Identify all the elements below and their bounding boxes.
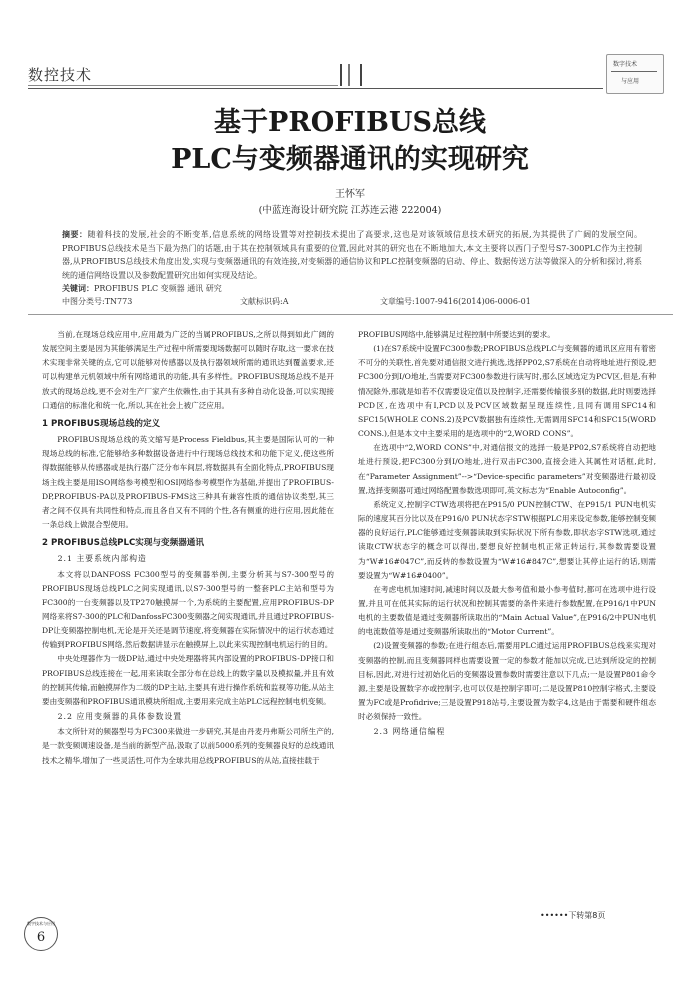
section-title: 数控技术 <box>28 66 93 84</box>
subsection-heading: 2.1 主要系统内部构造 <box>57 554 147 564</box>
continued-note: ••••••下转第8页 <box>540 911 606 920</box>
subsection-heading: 2.2 应用变频器的具体参数设置 <box>57 712 183 722</box>
body-column-right <box>358 328 656 741</box>
header-rule-upper <box>28 85 338 86</box>
keywords-label: 关键词： <box>62 284 94 293</box>
page-number-badge <box>24 917 58 951</box>
subsection-heading: 2.3 网络通信编程 <box>373 727 446 737</box>
logo-line2: 与应用 <box>621 78 640 85</box>
clc-number: 中图分类号:TN773 <box>62 297 133 306</box>
author: 王怀军 <box>335 189 365 200</box>
logo-line1: 数字技术 <box>613 61 638 68</box>
paragraph: 本文将以DANFOSS FC300型号的变频器举例,主要分析其与S7-300型号的PROFIBUS现场总线PLC之间实现通讯,以S7-300型号的一整套PLC主站和型号为FC300的一台变频器以及TP270触摸屏一个,为系统的主要配置,应用PROFIBUS-DP网络来将S7-300的PLC和DanfossFC300变频器之间实现通讯,并且通过PROFIBUS-DP让变频器控制电机,无论是开关还是调节速度,将变频器在实际情况中的运行状态通过传输到PROFIBUS网络,然后数据讲显示在触摸屏上,以此来实现控制电机运行的目的。 <box>42 569 334 650</box>
paragraph: (1)在S7系统中设置FC300参数;PROFIBUS总线PLC与变频器的通讯区应用有着密不可分的关联性,首先要对通信报文进行挑选,选择PP02,S7系统在自动将地址进行预设,把FC300分到I/O地址,当需要对FC300参数进行读写时,那么区域选定为PCV区,但是,有种情况除外,那就是如若不仅需要设定值以及控制字,还需要传输很多别的数据,此时则要选择PCD区,在选项中有I,PCD以及PCV区域数据呈现连续性,且同有调用SFC14和SFC15(WHOLE CONS.2)及PCV数据独有连续性,无需调用SFC14和SFC15(WORD CONS.),但是本文中主要采用的是选项中的“2,WORD CONS”。 <box>358 344 656 439</box>
journal-logo <box>606 54 664 94</box>
paragraph: (2)设置变频器的参数;在进行组态后,需要用PLC通过运用PROFIBUS总线来实现对变频器的控制,而且变频器同样也需要设置一定的参数才能加以完成,已达到所设定的控制目标,因此,对进行过初始化后的变频器设置参数时需要注意以下几点;一是设置P801命令源,主要是设置数字亦或控制字,也可以仅是控制字即可;二是设置P810控制字格式,主要设置为FC或是Profidrive;三是设置P918站号,主要设置为数字4,这是由于需要和硬件组态时必须保持一致性。 <box>358 641 656 722</box>
abstract-text: 随着科技的发展,社会的不断变革,信息系统的网络设置等对控制技术提出了高要求,这也是对该领域信息技术研究的拓展,为其提供了广阔的发展空间。PROFIBUS总线技术是当下最为热门的话题,由于其在控制领域具有重要的位置,因此对其的研究也在不断地加大,本文主要将以西门子型号S7-300PLC作为主控制器,从PROFIBUS总线技术角度出发,实现与变频器通讯的有效连接,对变频器的通信协议和PLC控制变频器的启动、停止、数据传送方法等做深入的分析和探讨,将系统的通信网络设置以及参数配置研究出如何实现及结论。 <box>62 230 642 280</box>
paragraph: 当前,在现场总线应用中,应用最为广泛的当属PROFIBUS,之所以得到如此广阔的发展空间主要是因为其能够满足生产过程中所需要现场数据可以随时存取,这一要求在技术实现非常关键的点,它可以能够对传感器以及执行器领域所需的通讯达到覆盖要求,还可以构建单元机领域中所有网络通讯的功能,具有多样性。PROFIBUS现场总线不是开放式的现场总线,更不会对生产厂家产生依赖性,由于其具有多种自动化设备,可以实现接口通信的标准化和统一化,所以,其在社会上被广泛应用。 <box>42 330 334 410</box>
paragraph: PROFIBUS网络中,能够满足过程控制中所要达到的要求。 <box>358 330 555 339</box>
affiliation: (中蓝连海设计研究院 江苏连云港 222004) <box>258 205 442 216</box>
article-title-line2: PLC与变频器通讯的实现研究 <box>171 144 529 175</box>
section-heading: 1 PROFIBUS现场总线的定义 <box>42 418 161 429</box>
page-header <box>0 38 700 88</box>
keywords <box>62 283 222 294</box>
page-number: 6 <box>36 930 46 945</box>
page-badge-text: 数字技术与应用 <box>27 921 55 926</box>
abstract-label: 摘要： <box>62 230 88 239</box>
paragraph: 在考虑电机加速时间,减速时间以及最大参考值和最小参考值时,都可在选项中进行设置,并且可在低其实际的运行状况和控制其需要的条件来进行参数配置,在P916/1中PUN电机的主要数值是通过变频器所读取出的“Main Actual Value”,在P916/2中PUN电机的电流数值等是通过变频器所读取出的“Motor Current”。 <box>358 584 656 637</box>
logo-divider <box>611 71 657 72</box>
abstract-separator <box>28 314 673 315</box>
paragraph: 在选项中“2,WORD CONS”中,对通信报文的选择一般是PP02,S7系统将自动把地址进行预设,把FC300分到I/O地址,进行双击FC300,直接会进入其属性对话框,此时,在“Parameter Assignment”-->“Device-specific parameters”对变频器进行最初设置,选择变频器可通过网络配置参数选项即可,英文标志为“Enable Autoconfig”。 <box>358 443 656 495</box>
section-heading: 2 PROFIBUS总线PLC实现与变频器通讯 <box>42 538 204 549</box>
paragraph: 中央处理器作为一级DP站,通过中央处理器将其内部设置的PROFIBUS-DP接口和PROFIBUS总线连接在一起,用来读取全部分布在总线上的数字量以及模拟量,并且有效的控制其传输,而触摸屏作为二级的DP主站,主要具有进行操作系统和监视等功能,从站主要由变频器和PROFIBUS通讯模块所组成,主要用来完成主站PLC远程控制电机变频。 <box>42 654 334 706</box>
paragraph: PROFIBUS现场总线的英文缩写是Process Fieldbus,其主要是国际认可的一种现场总线的标准,它能够给多种数据设备进行中行现场总线技术和功能下定义,使这些所得数据能够从传感器或是执行器广泛分布车间层,将数据具有全面化特点,PROFIBUS现场主线主要是用ISO网络参考模型和OSI网络参考模型作为基础,并提出了PROFIBUS-DP,PROFIBUS-PA以及PROFIBUS-FMS这三种具有兼容性质的通信协议类型,其三者之间不仅具有共同性和特点,而且各自又有不同的个性,各有侧重的进行应用,因此能在一条总线上做混合型使用。 <box>42 435 334 530</box>
abstract <box>62 228 642 282</box>
keywords-text: PROFIBUS PLC 变频器 通讯 研究 <box>94 284 222 293</box>
header-rule <box>28 88 603 89</box>
document-code: 文献标识码:A <box>240 297 289 306</box>
paragraph: 系统定义,控制字CTW选项将把在P915/0 PUN控制CTW、在P915/1 PUN电机实际的速度其百分比以及在P916/0 PUN状态字STW根据PLC用来设定参数,能够控制变频器的良好运行,PLC能够通过变频器读取到实际状况下所有参数,即状态字STW选项,通过读取CTW状态字的概念可以得出,要想良好控制电机正常正转运行,其参数需要设置为“W#16#047C”,而反转的参数设置为“W#16#847C”,想要让其停止运行的话,则需要设置为“W#16#0400”。 <box>358 499 656 580</box>
header-bars-ornament <box>340 64 362 86</box>
paragraph: 本文所针对的频器型号为FC300来做进一步研究,其是由丹麦丹弗斯公司所生产的,是一款变频调速设备,是当前的新型产品,汲取了以前5000系列的变频器良好的总线通讯技术之精华,增加了一些灵活性,可作为全球共用总线PROFIBUS的从站,直接挂载于 <box>42 727 334 765</box>
body-column-left <box>42 328 334 768</box>
article-number: 文章编号:1007-9416(2014)06-0006-01 <box>380 297 531 306</box>
article-title-line1: 基于PROFIBUS总线 <box>214 107 486 138</box>
